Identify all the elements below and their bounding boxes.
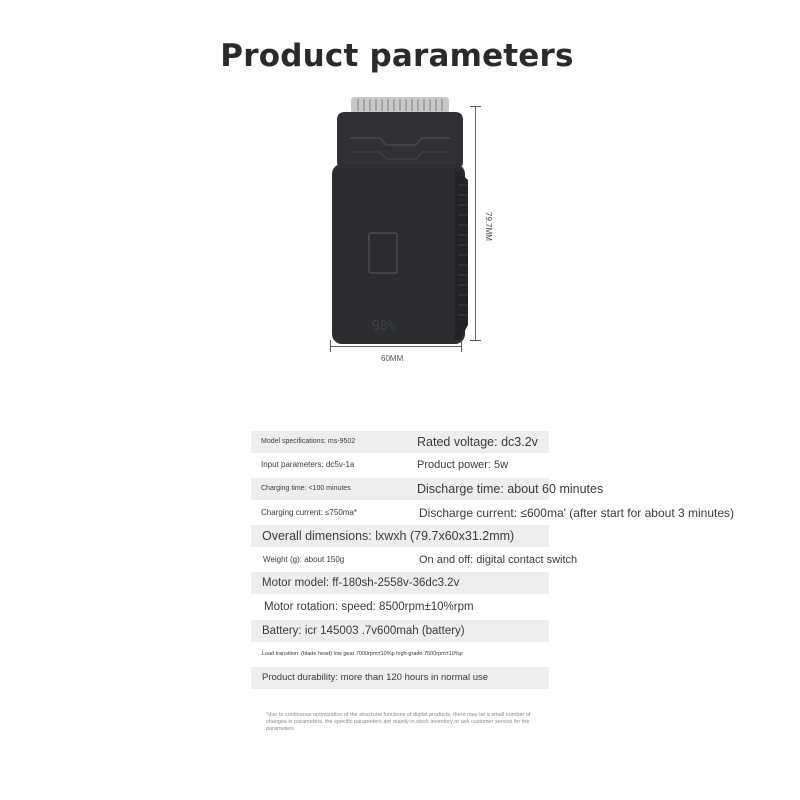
load-transition-spec: Load transition: (blade head) low gear 7000rpm±10%p high-grade 7500rpm±10%p bbox=[262, 651, 463, 657]
input-spec: Input parameters: dc5v-1a bbox=[261, 460, 355, 469]
spec-row-motor-rotation bbox=[251, 596, 549, 618]
footnote: *due to continuous optimization of the structural functions of digital products, there may be a small number of changes in parameters. the specific parameters are mainly in stock inventory or ask customer service for the parameters bbox=[266, 712, 531, 732]
durability-spec: Product durability: more than 120 hours in normal use bbox=[262, 672, 489, 683]
weight-spec: Weight (g): about 150g bbox=[263, 555, 345, 564]
spec-row-weight bbox=[251, 549, 578, 571]
width-dimension-line bbox=[330, 340, 462, 352]
charging-time-spec: Charging time: <100 minutes bbox=[261, 485, 351, 492]
spec-row-input bbox=[251, 454, 549, 476]
spec-row-dimensions bbox=[251, 525, 549, 547]
spec-row-model bbox=[251, 431, 549, 453]
rated-voltage-spec: Rated voltage: dc3.2v bbox=[417, 435, 538, 449]
spec-row-load-transition bbox=[251, 643, 549, 665]
page-title: Product parameters bbox=[220, 38, 574, 74]
spec-row-motor-model bbox=[251, 572, 549, 594]
motor-model-spec: Motor model: ff-180sh-2558v-36dc3.2v bbox=[262, 577, 460, 589]
width-dimension-label: 60MM bbox=[381, 354, 404, 363]
discharge-current-spec: Discharge current: ≤600ma' (after start for about 3 minutes) bbox=[419, 506, 735, 520]
discharge-time-spec: Discharge time: about 60 minutes bbox=[417, 482, 604, 496]
charging-current-spec: Charging current: ≤750ma* bbox=[261, 508, 357, 517]
switch-spec: On and off: digital contact switch bbox=[419, 554, 578, 566]
spec-row-battery bbox=[251, 620, 549, 642]
model-spec: Model specifications: ms-9502 bbox=[261, 438, 356, 445]
spec-row-charging-time bbox=[251, 478, 604, 500]
height-dimension-label: 79.7MM bbox=[483, 212, 493, 241]
height-dimension-line bbox=[470, 106, 482, 341]
product-power-spec: Product power: 5w bbox=[417, 459, 509, 471]
overall-dimensions-spec: Overall dimensions: lxwxh (79.7x60x31.2mm) bbox=[262, 529, 515, 543]
spec-row-durability bbox=[251, 667, 549, 689]
spec-row-charging-current bbox=[251, 502, 735, 524]
motor-rotation-spec: Motor rotation: speed: 8500rpm±10%rpm bbox=[264, 601, 474, 613]
battery-display: 98% bbox=[372, 319, 396, 334]
battery-spec: Battery: icr 145003 .7v600mah (battery) bbox=[262, 625, 465, 637]
